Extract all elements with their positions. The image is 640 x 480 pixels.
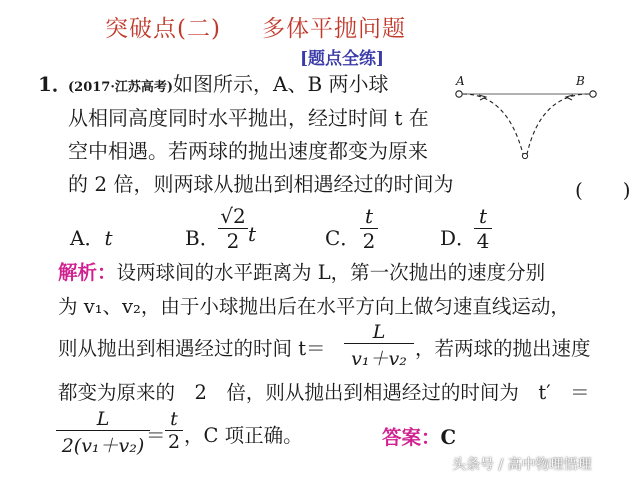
analysis-fraction-1 — [344, 321, 414, 371]
answer-blank: ( ) — [575, 178, 631, 202]
figure-label-a: A — [456, 74, 465, 88]
analysis-equals: ＝ — [146, 424, 166, 447]
problem-line-1 — [68, 74, 389, 94]
option-a-label: A． — [70, 226, 105, 250]
option-b-label: B． — [185, 226, 220, 250]
problem-line-3: 空中相遇。若两球的抛出速度都变为原来 — [68, 139, 428, 163]
option-b-denominator: 2 — [226, 229, 240, 253]
option-b-fraction — [218, 204, 248, 253]
problem-line-2: 从相同高度同时水平抛出，经过时间 t 在 — [68, 106, 429, 130]
trajectory-a — [463, 94, 523, 154]
option-a-value: t — [104, 226, 113, 250]
option-c-fraction — [360, 204, 378, 253]
option-c-label: C． — [325, 226, 361, 250]
problem-number: 1． — [38, 72, 72, 96]
option-c-denominator: 2 — [362, 229, 376, 253]
option-d-numerator: t — [478, 204, 488, 228]
trajectory-b — [527, 94, 589, 154]
trajectory-figure — [449, 72, 605, 166]
analysis-label: 解析： — [58, 261, 117, 284]
fraction-1-denominator: v₁＋v₂ — [351, 348, 407, 370]
answer-value: C — [440, 426, 457, 449]
section-title: 多体平抛问题 — [262, 16, 406, 42]
problem-line-4: 的 2 倍，则两球从抛出到相遇经过的时间为 — [68, 172, 454, 196]
meeting-point — [522, 153, 527, 158]
analysis-fraction-3 — [165, 408, 183, 453]
option-d-denominator: 4 — [476, 229, 490, 253]
answer-label: 答案： — [382, 426, 441, 449]
option-c-numerator: t — [364, 204, 374, 228]
answer — [382, 422, 456, 450]
analysis-line-1 — [58, 257, 545, 285]
fraction-2-numerator: L — [96, 408, 110, 430]
ball-a — [456, 91, 462, 97]
option-d-fraction — [474, 204, 492, 253]
analysis-line-4: 都变为原来的 2 倍，则从抛出到相遇经过的时间为 t′ ＝ — [58, 381, 590, 404]
fraction-1-numerator: L — [372, 321, 386, 343]
fraction-3-denominator: 2 — [167, 431, 181, 453]
watermark: 头条号 / 高中物理悟理 — [452, 457, 592, 473]
analysis-line-1-text: 设两球间的水平距离为 L，第一次抛出的速度分别 — [116, 261, 546, 284]
figure-label-b: B — [576, 74, 585, 88]
analysis-line-3-pre: 则从抛出到相遇经过的时间 t＝ — [58, 337, 326, 360]
problem-line-1-text: 如图所示，A、B 两小球 — [173, 72, 389, 96]
analysis-line-2: 为 v₁、v₂，由于小球抛出后在水平方向上做匀速直线运动， — [58, 295, 570, 318]
analysis-line-3-post: ，若两球的抛出速度 — [415, 337, 591, 360]
analysis-line-5-post: ，C 项正确。 — [184, 424, 303, 447]
section-tag: 突破点(二) — [105, 16, 221, 42]
subsection-label: [题点全练] — [300, 49, 385, 69]
option-a — [70, 222, 113, 251]
fraction-2-denominator: 2(v₁＋v₂) — [61, 435, 145, 457]
fraction-3-numerator: t — [170, 408, 178, 430]
arrow-a-icon — [479, 95, 486, 100]
option-b-suffix: t — [248, 222, 257, 246]
analysis-fraction-2 — [56, 408, 150, 458]
arrow-b-icon — [566, 95, 573, 100]
problem-source: (2017·江苏高考) — [68, 80, 174, 95]
option-d-label: D． — [440, 226, 477, 250]
ball-b — [590, 91, 596, 97]
option-b-numerator: √2 — [220, 204, 246, 228]
